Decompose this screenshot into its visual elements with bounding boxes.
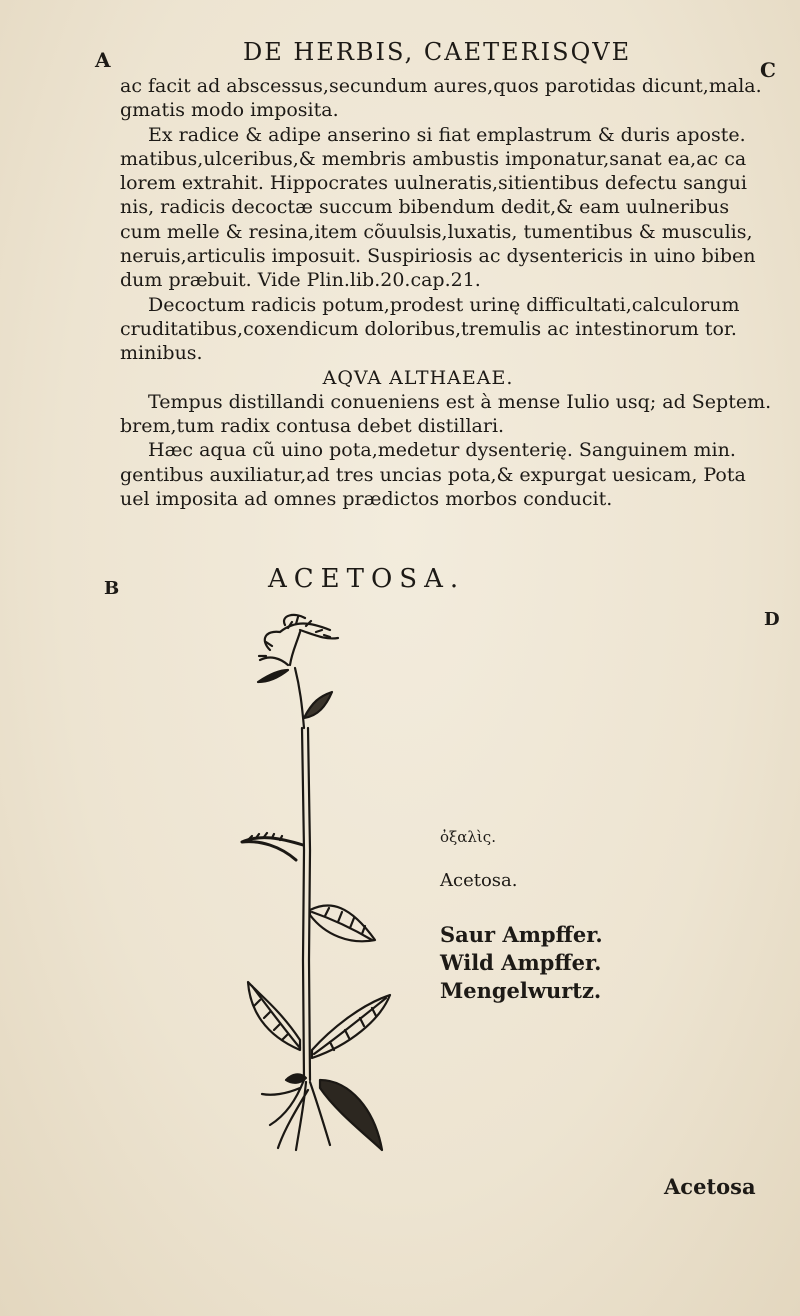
- text-line: ac facit ad abscessus,secundum aures,quos parotidas dicunt,mala.: [120, 75, 762, 97]
- german-name: Saur Ampffer.: [440, 922, 603, 947]
- german-name: Mengelwurtz.: [440, 978, 602, 1003]
- margin-marker-b: B: [104, 578, 120, 599]
- text-line: brem,tum radix contusa debet distillari.: [120, 415, 505, 438]
- text-line: dum præbuit. Vide Plin.lib.20.cap.21.: [120, 269, 481, 292]
- running-title: DE HERBIS, CAETERISQVE: [243, 38, 632, 66]
- text-line: matibus,ulceribus,& membris ambustis imponatur,sanat ea,ac ca: [120, 147, 747, 170]
- text-line: gentibus auxiliatur,ad tres uncias pota,& expurgat uesicam, Pota: [120, 463, 746, 486]
- german-name: Wild Ampffer.: [440, 950, 602, 975]
- text-line: uel imposita ad omnes prædictos morbos conducit.: [120, 488, 613, 511]
- catchword: Acetosa: [664, 1174, 756, 1199]
- margin-marker-a: A: [95, 48, 111, 72]
- body-text: [120, 74, 772, 511]
- text-line: nis, radicis decoctæ succum bibendum dedit,& eam uulneribus: [120, 196, 730, 219]
- plant-woodcut-illustration: [200, 610, 400, 1155]
- text-line: Tempus distillandi conueniens est à mense Iulio usq; ad Septem.: [148, 390, 772, 413]
- text-line: Hæc aqua cũ uino pota,medetur dysenterię. Sanguinem min.: [148, 439, 736, 462]
- text-line: lorem extrahit. Hippocrates uulneratis,sitientibus defectu sangui: [120, 172, 747, 195]
- section-heading: AQVA ALTHAEAE.: [322, 366, 514, 389]
- text-line: Ex radice & adipe anserino si fiat emplastrum & duris aposte.: [148, 123, 746, 146]
- margin-marker-c: C: [760, 58, 776, 82]
- text-line: neruis,articulis imposuit. Suspiriosis ac dysentericis in uino biben: [120, 245, 756, 268]
- text-line: cum melle & resina,item cõuulsis,luxatis, tumentibus & musculis,: [120, 220, 753, 243]
- greek-name: ὀξαλὶς.: [440, 828, 496, 846]
- text-line: gmatis modo imposita.: [120, 99, 339, 122]
- plant-title: ACETOSA.: [268, 564, 466, 594]
- text-line: minibus.: [120, 342, 203, 365]
- latin-name: Acetosa.: [440, 870, 518, 891]
- text-line: cruditatibus,coxendicum doloribus,tremulis ac intestinorum tor.: [120, 317, 737, 340]
- margin-marker-d: D: [764, 609, 780, 630]
- text-line: Decoctum radicis potum,prodest urinę difficultati,calculorum: [148, 293, 740, 316]
